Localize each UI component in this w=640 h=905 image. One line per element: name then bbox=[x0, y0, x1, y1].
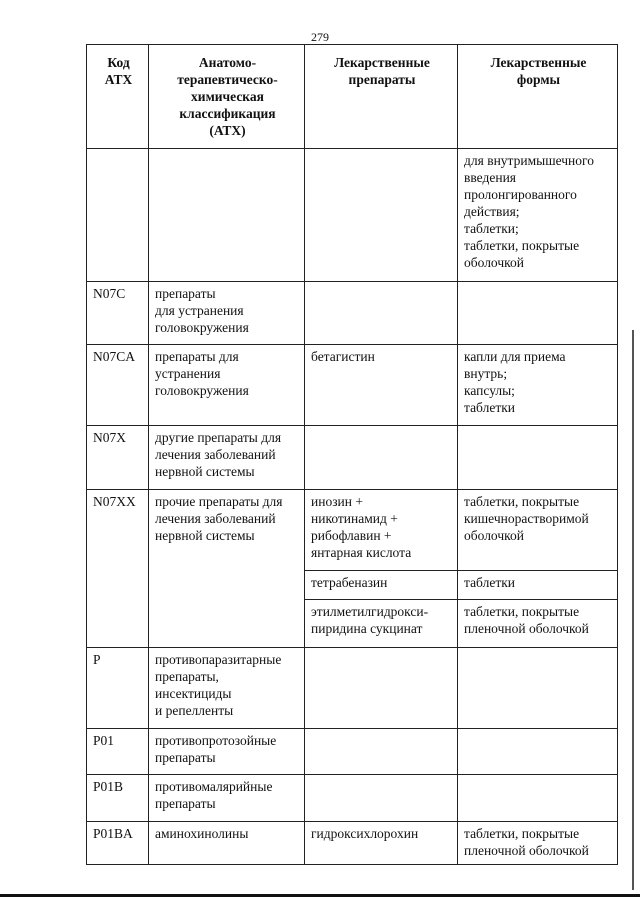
cell-classification: противопротозойные препараты bbox=[149, 729, 305, 775]
table-row bbox=[87, 729, 618, 775]
cell-forms: для внутримышечного введения пролонгированного действия; таблетки; таблетки, покрытые оболочкой bbox=[458, 149, 618, 282]
table-header bbox=[87, 45, 618, 149]
cell-code: P01 bbox=[87, 729, 149, 775]
page-number: 279 bbox=[311, 30, 329, 44]
table-row bbox=[87, 648, 618, 729]
cell-code: P01B bbox=[87, 775, 149, 822]
cell-code: N07CA bbox=[87, 345, 149, 426]
cell-code bbox=[87, 149, 149, 282]
cell-drug: тетрабеназин bbox=[305, 571, 458, 600]
cell-classification: прочие препараты для лечения заболеваний нервной системы bbox=[149, 490, 305, 648]
table-row bbox=[87, 345, 618, 426]
cell-drug bbox=[305, 648, 458, 729]
cell-drug: гидроксихлорохин bbox=[305, 822, 458, 865]
cell-code: P bbox=[87, 648, 149, 729]
table-row bbox=[87, 282, 618, 345]
table-row bbox=[87, 775, 618, 822]
cell-forms: капли для приема внутрь; капсулы; таблетки bbox=[458, 345, 618, 426]
cell-drug bbox=[305, 282, 458, 345]
cell-classification: другие препараты для лечения заболеваний нервной системы bbox=[149, 426, 305, 490]
cell-classification: препараты для устранения головокружения bbox=[149, 282, 305, 345]
cell-code: N07X bbox=[87, 426, 149, 490]
cell-code: P01BA bbox=[87, 822, 149, 865]
cell-forms bbox=[458, 426, 618, 490]
scan-bottom-edge bbox=[0, 894, 640, 897]
cell-forms: таблетки bbox=[458, 571, 618, 600]
cell-classification: противомалярийные препараты bbox=[149, 775, 305, 822]
table-row bbox=[87, 822, 618, 865]
table-row bbox=[87, 426, 618, 490]
cell-forms: таблетки, покрытые пленочной оболочкой bbox=[458, 600, 618, 648]
scan-edge-line bbox=[632, 330, 634, 890]
cell-classification: аминохинолины bbox=[149, 822, 305, 865]
cell-drug: этилметилгидрокси- пиридина сукцинат bbox=[305, 600, 458, 648]
cell-drug bbox=[305, 729, 458, 775]
cell-classification: противопаразитарные препараты, инсектициды и репелленты bbox=[149, 648, 305, 729]
cell-drug: инозин + никотинамид + рибофлавин + янтарная кислота bbox=[305, 490, 458, 571]
cell-drug bbox=[305, 775, 458, 822]
cell-forms bbox=[458, 282, 618, 345]
table-row bbox=[87, 149, 618, 282]
cell-forms bbox=[458, 775, 618, 822]
cell-classification: препараты для устранения головокружения bbox=[149, 345, 305, 426]
cell-drug bbox=[305, 149, 458, 282]
header-forms: Лекарственные формы bbox=[458, 45, 618, 149]
cell-code: N07XX bbox=[87, 490, 149, 648]
cell-forms: таблетки, покрытые кишечнорастворимой оболочкой bbox=[458, 490, 618, 571]
cell-classification bbox=[149, 149, 305, 282]
header-code: Код ATX bbox=[87, 45, 149, 149]
header-drugs: Лекарственные препараты bbox=[305, 45, 458, 149]
cell-forms: таблетки, покрытые пленочной оболочкой bbox=[458, 822, 618, 865]
cell-code: N07C bbox=[87, 282, 149, 345]
cell-drug: бетагистин bbox=[305, 345, 458, 426]
cell-drug bbox=[305, 426, 458, 490]
header-classification: Анатомо- терапевтическо- химическая классификация (АТХ) bbox=[149, 45, 305, 149]
table-row bbox=[87, 490, 618, 571]
cell-forms bbox=[458, 729, 618, 775]
atc-table bbox=[86, 44, 618, 865]
cell-forms bbox=[458, 648, 618, 729]
